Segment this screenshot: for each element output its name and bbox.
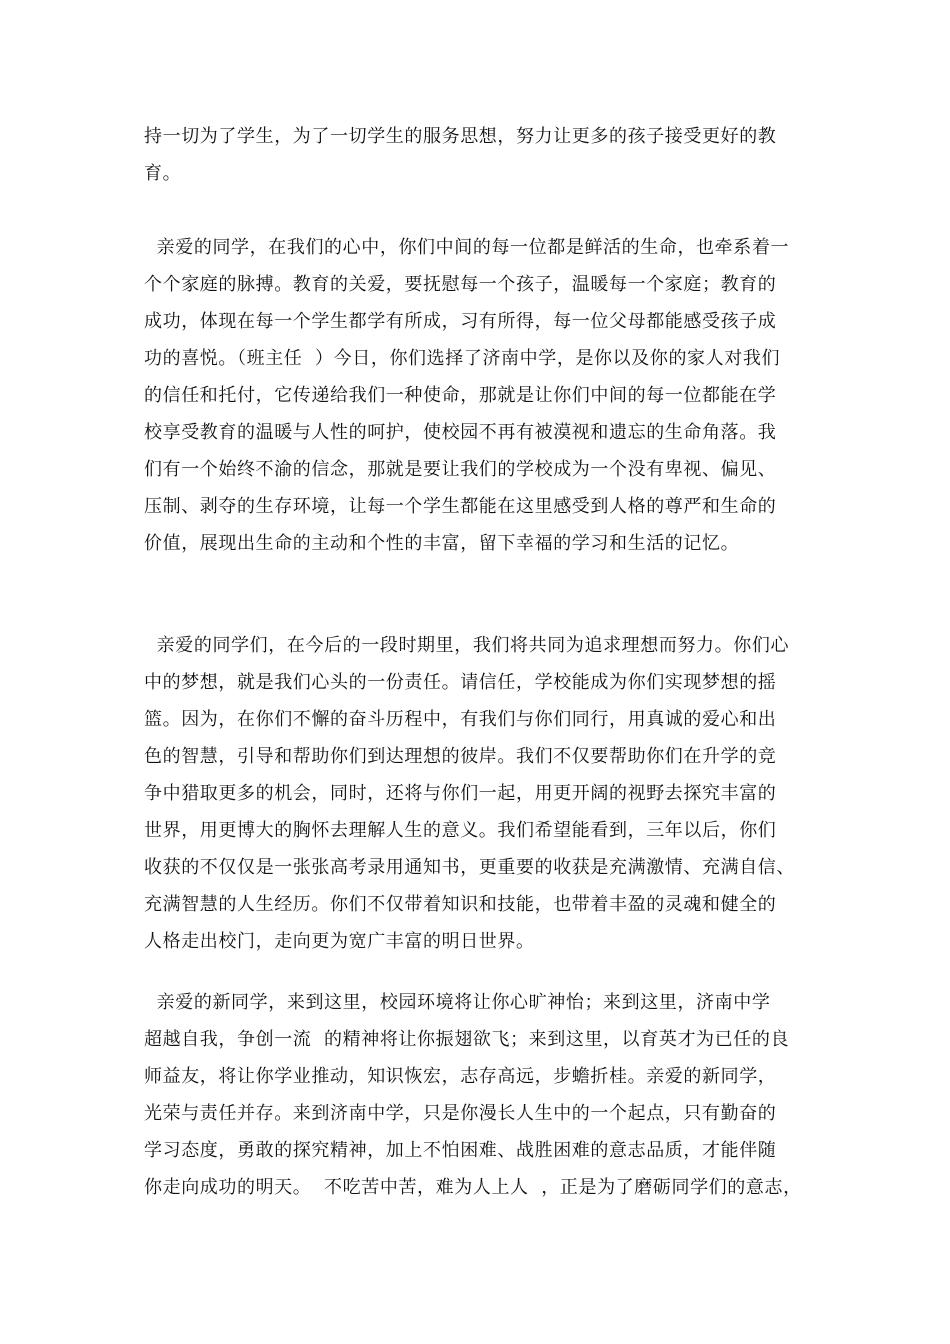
paragraph-line: 们有一个始终不渝的信念，那就是要让我们的学校成为一个没有卑视、偏见、	[144, 459, 777, 480]
paragraph-line: 中的梦想，就是我们心头的一份责任。请信任，学校能成为你们实现梦想的摇	[144, 672, 777, 693]
paragraph-line: 学习态度，勇敢的探究精神，加上不怕困难、战胜困难的意志品质，才能伴随	[144, 1140, 777, 1161]
paragraph-line: 你走向成功的明天。 不吃苦中苦，难为人上人 ，正是为了磨砺同学们的意志，	[144, 1177, 802, 1198]
paragraph-line: 亲爱的同学，在我们的心中，你们中间的每一位都是鲜活的生命，也牵系着一	[144, 237, 790, 258]
paragraph-line: 的信任和托付，它传递给我们一种使命，那就是让你们中间的每一位都能在学	[144, 385, 777, 406]
paragraph-line: 光荣与责任并存。来到济南中学，只是你漫长人生中的一个起点，只有勤奋的	[144, 1103, 777, 1124]
paragraph-3	[144, 627, 824, 960]
paragraph-line: 压制、剥夺的生存环境，让每一个学生都能在这里感受到人格的尊严和生命的	[144, 496, 777, 517]
paragraph-line: 世界，用更博大的胸怀去理解人生的意义。我们希望能看到，三年以后，你们	[144, 820, 777, 841]
paragraph-line: 功的喜悦。（班主任 ）今日，你们选择了济南中学，是你以及你的家人对我们	[144, 348, 781, 369]
paragraph-line: 持一切为了学生，为了一切学生的服务思想，努力让更多的孩子接受更好的教	[144, 126, 777, 147]
paragraph-line: 成功，体现在每一个学生都学有所成，习有所得，每一位父母都能感受孩子成	[144, 311, 777, 332]
paragraph-line: 价值，展现出生命的主动和个性的丰富，留下幸福的学习和生活的记忆。	[144, 533, 740, 554]
paragraph-4	[144, 984, 824, 1206]
paragraph-line: 亲爱的新同学，来到这里，校园环境将让你心旷神怡；来到这里，济南中学	[144, 992, 771, 1013]
paragraph-line: 育。	[144, 163, 182, 184]
paragraph-line: 充满智慧的人生经历。你们不仅带着知识和技能，也带着丰盈的灵魂和健全的	[144, 894, 777, 915]
paragraph-1	[144, 118, 824, 192]
paragraph-line: 篮。因为，在你们不懈的奋斗历程中，有我们与你们同行，用真诚的爱心和出	[144, 709, 777, 730]
paragraph-line: 超越自我，争创一流 的精神将让你振翅欲飞；来到这里，以育英才为已任的良	[144, 1029, 790, 1050]
paragraph-line: 个个家庭的脉搏。教育的关爱，要抚慰每一个孩子，温暖每一个家庭；教育的	[144, 274, 777, 295]
paragraph-line: 人格走出校门，走向更为宽广丰富的明日世界。	[144, 931, 535, 952]
paragraph-line: 师益友，将让你学业推动，知识恢宏，志存高远，步蟾折桂。亲爱的新同学，	[144, 1066, 777, 1087]
paragraph-line: 色的智慧，引导和帮助你们到达理想的彼岸。我们不仅要帮助你们在升学的竞	[144, 746, 777, 767]
paragraph-2	[144, 229, 824, 562]
paragraph-line: 收获的不仅仅是一张张高考录用通知书，更重要的收获是充满激情、充满自信、	[144, 857, 795, 878]
paragraph-line: 争中猎取更多的机会，同时，还将与你们一起，用更开阔的视野去探究丰富的	[144, 783, 777, 804]
paragraph-line: 校享受教育的温暖与人性的呵护，使校园不再有被漠视和遗忘的生命角落。我	[144, 422, 777, 443]
paragraph-line: 亲爱的同学们，在今后的一段时期里，我们将共同为追求理想而努力。你们心	[144, 635, 790, 656]
